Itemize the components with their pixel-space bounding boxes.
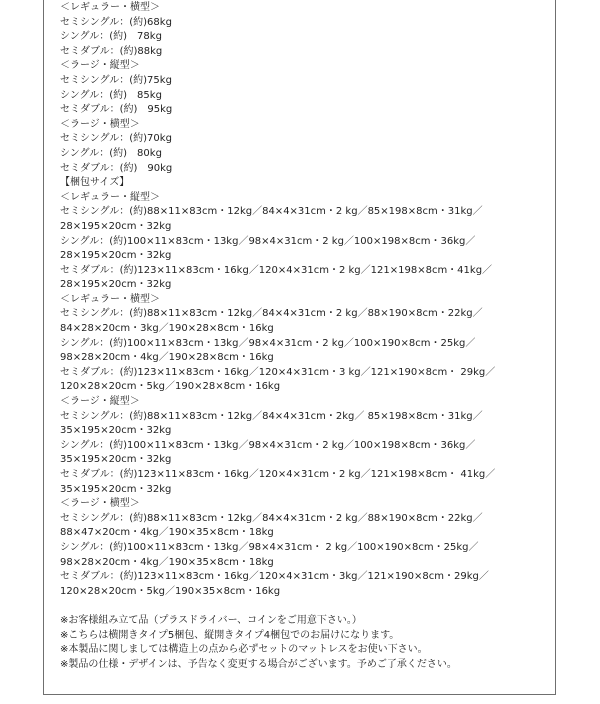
spec-line: セミダブル：(約) 95kg — [60, 104, 173, 116]
spec-line: ＜レギュラー・横型＞ — [60, 293, 160, 305]
spec-line: ＜ラージ・縦型＞ — [60, 396, 140, 408]
spec-line: 98×28×20cm・4kg／190×28×8cm・16kg — [60, 352, 274, 364]
spec-line: セミダブル：(約)88kg — [60, 45, 163, 57]
spec-line: シングル：(約)100×11×83cm・13kg／98×4×31cm・2 kg／100×198×8cm・36kg／ — [60, 439, 476, 451]
spec-line: セミシングル：(約)68kg — [60, 16, 172, 28]
spec-line: 35×195×20cm・32kg — [60, 483, 172, 495]
spec-line: セミダブル：(約)123×11×83cm・16kg／120×4×31cm・2 kg／121×198×8cm・41kg／ — [60, 264, 493, 276]
spec-line: 35×195×20cm・32kg — [60, 454, 172, 466]
spec-line: 88×47×20cm・4kg／190×35×8cm・18kg — [60, 527, 274, 539]
spec-line: ＜ラージ・横型＞ — [60, 498, 140, 510]
note-line: ※お客様組み立て品（プラスドライバー、コインをご用意下さい。） — [60, 615, 362, 626]
spec-line: セミダブル：(約)123×11×83cm・16kg／120×4×31cm・3kg／121×190×8cm・29kg／ — [60, 571, 489, 583]
spec-line: セミシングル：(約)70kg — [60, 133, 172, 145]
spec-line: ＜レギュラー・横型＞ — [60, 2, 160, 13]
note-line: ※製品の仕様・デザインは、予告なく変更する場合がございます。予めご了承ください。 — [60, 658, 457, 670]
spec-line: シングル：(約)100×11×83cm・13kg／98×4×31cm・2 kg／100×198×8cm・36kg／ — [60, 235, 476, 247]
spec-line: セミダブル：(約) 90kg — [60, 162, 173, 174]
spec-line: 28×195×20cm・32kg — [60, 250, 172, 262]
spec-line: ＜ラージ・横型＞ — [60, 118, 140, 130]
spec-line: ＜レギュラー・縦型＞ — [60, 191, 160, 203]
spec-line: ＜ラージ・縦型＞ — [60, 60, 140, 72]
spec-line: セミシングル：(約)88×11×83cm・12kg／84×4×31cm・2 kg／88×190×8cm・22kg／ — [60, 512, 483, 524]
spec-line: セミシングル：(約)88×11×83cm・12kg／84×4×31cm・2kg／ 85×198×8cm・31kg／ — [60, 410, 483, 422]
spec-line: 120×28×20cm・5kg／190×35×8cm・16kg — [60, 585, 281, 597]
spec-line: 84×28×20cm・3kg／190×28×8cm・16kg — [60, 323, 274, 335]
spec-line: セミダブル：(約)123×11×83cm・16kg／120×4×31cm・3 kg／121×190×8cm・ 29kg／ — [60, 366, 496, 378]
spec-line: シングル：(約) 80kg — [60, 147, 162, 159]
spec-line: セミシングル：(約)88×11×83cm・12kg／84×4×31cm・2 kg／85×198×8cm・31kg／ — [60, 206, 483, 218]
spec-line: 98×28×20cm・4kg／190×35×8cm・18kg — [60, 556, 274, 568]
spec-line: シングル：(約) 78kg — [60, 31, 162, 43]
spec-line: 28×195×20cm・32kg — [60, 220, 172, 232]
spec-line: シングル：(約)100×11×83cm・13kg／98×4×31cm・2 kg／100×190×8cm・25kg／ — [60, 337, 476, 349]
spec-text-block — [60, 1, 555, 599]
note-line: ※本製品に関しましては構造上の点から必ずセットのマットレスをお使い下さい。 — [60, 644, 428, 655]
spec-line: 【梱包サイズ】 — [60, 177, 130, 189]
spec-line: 120×28×20cm・5kg／190×28×8cm・16kg — [60, 381, 281, 393]
spec-line: シングル：(約)100×11×83cm・13kg／98×4×31cm・ 2 kg／100×190×8cm・25kg／ — [60, 541, 479, 553]
note-line: ※こちらは横開きタイプ5梱包、縦開きタイプ4梱包でのお届けになります。 — [60, 629, 400, 641]
spec-line: 28×195×20cm・32kg — [60, 279, 172, 291]
spec-line: セミシングル：(約)88×11×83cm・12kg／84×4×31cm・2 kg／88×190×8cm・22kg／ — [60, 308, 483, 320]
spec-line: シングル：(約) 85kg — [60, 89, 162, 101]
spec-line: セミシングル：(約)75kg — [60, 74, 172, 86]
spec-line: 35×195×20cm・32kg — [60, 425, 172, 437]
notes-block — [60, 614, 555, 672]
spec-line: セミダブル：(約)123×11×83cm・16kg／120×4×31cm・2 kg／121×198×8cm・ 41kg／ — [60, 469, 496, 480]
